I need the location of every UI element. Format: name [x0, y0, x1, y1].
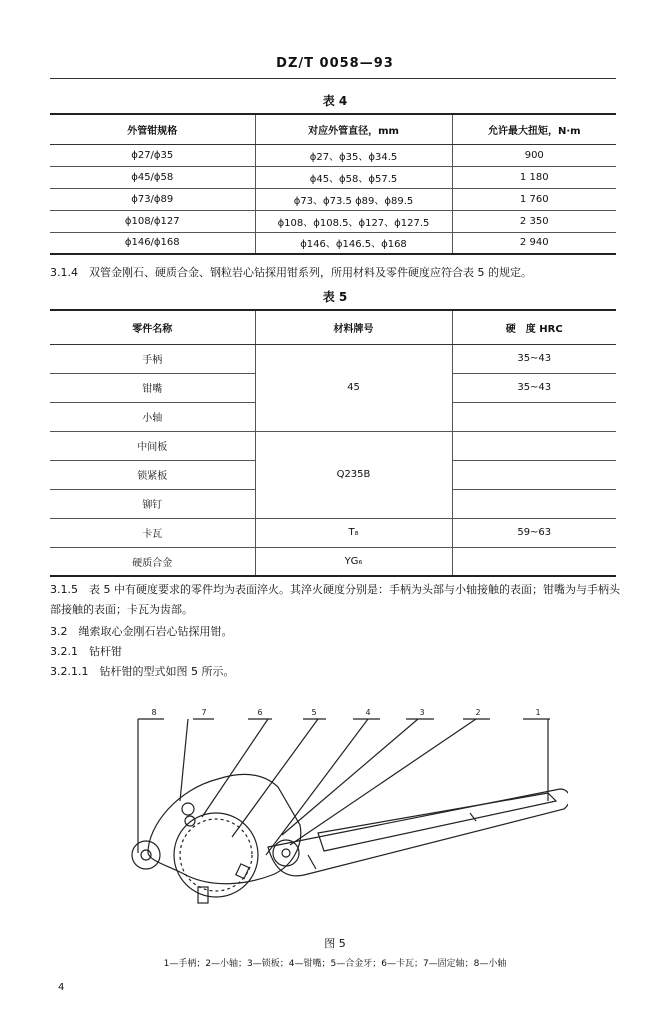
table5-part: 手柄: [50, 344, 255, 373]
table4-cell: 2 940: [452, 232, 616, 254]
table5-header-hardness: 硬 度 HRC: [452, 310, 616, 344]
table-row: [50, 144, 616, 166]
clause-3-2-1: 3.2.1 钻杆钳: [50, 645, 122, 658]
callout-number: 2: [475, 708, 481, 717]
header-rule: [50, 78, 616, 79]
table5-part: 硬质合金: [50, 547, 255, 576]
table4-cell: 1 760: [452, 188, 616, 210]
table5-material-45: 45: [255, 344, 452, 431]
callout-number: 5: [311, 708, 317, 717]
table5-material-yg: YG₆: [255, 547, 452, 576]
table-row: [50, 518, 616, 547]
table4-cell: 1 180: [452, 166, 616, 188]
table4-cell: ϕ45、ϕ58、ϕ57.5: [255, 166, 452, 188]
table5-header-row: [50, 310, 616, 344]
table5-part: 卡瓦: [50, 518, 255, 547]
table4-cell: ϕ27/ϕ35: [50, 144, 255, 166]
table5-part: 钳嘴: [50, 373, 255, 402]
table4-cell: ϕ108/ϕ127: [50, 210, 255, 232]
callout-number: 8: [151, 708, 157, 717]
callout-number: 7: [201, 708, 207, 717]
table5-hardness: [452, 460, 616, 489]
table5-part: 中间板: [50, 431, 255, 460]
table4-cell: ϕ146/ϕ168: [50, 232, 255, 254]
table4-cell: ϕ108、ϕ108.5、ϕ127、ϕ127.5: [255, 210, 452, 232]
standard-number-header: DZ/T 0058—93: [276, 56, 394, 71]
table5-hardness: [452, 547, 616, 576]
table5-hardness: 35~43: [452, 373, 616, 402]
table4-cell: ϕ73、ϕ73.5 ϕ89、ϕ89.5: [255, 188, 452, 210]
table5-part: 铆钉: [50, 489, 255, 518]
callout-number: 4: [365, 708, 371, 717]
table-row: [50, 431, 616, 460]
table5-part: 锁紧板: [50, 460, 255, 489]
page-number: 4: [58, 982, 65, 993]
callout-number: 3: [419, 708, 425, 717]
table-row: [50, 210, 616, 232]
table4-cell: ϕ27、ϕ35、ϕ34.5: [255, 144, 452, 166]
figure-caption: 图 5: [324, 937, 346, 950]
figure-legend: 1—手柄；2—小轴；3—锁板；4—钳嘴；5—合金牙；6—卡瓦；7—固定轴；8—小轴: [163, 959, 507, 969]
table5: [50, 309, 616, 577]
table4-cell: ϕ146、ϕ146.5、ϕ168: [255, 232, 452, 254]
table5-part: 小轴: [50, 402, 255, 431]
clause-3-2-1-1: 3.2.1.1 钻杆钳的型式如图 5 所示。: [50, 665, 235, 678]
table-row: [50, 547, 616, 576]
table5-hardness: 59~63: [452, 518, 616, 547]
table4-header-torque: 允许最大扭矩，N·m: [452, 114, 616, 144]
table4-header-diameter: 对应外管直径，mm: [255, 114, 452, 144]
table-row: [50, 232, 616, 254]
table5-header-material: 材料牌号: [255, 310, 452, 344]
clause-3-1-5: 3.1.5 表 5 中有硬度要求的零件均为表面淬火。其淬火硬度分别是：手柄为头部与小轴接触的表面；钳嘴为与手柄头部接触的表面；卡瓦为齿部。: [50, 583, 620, 616]
clause-3-2: 3.2 绳索取心金刚石岩心钻探用钳。: [50, 625, 233, 638]
table4-cell: 2 350: [452, 210, 616, 232]
drill-pipe-tongs-drawing: [118, 705, 568, 920]
table4-title: 表 4: [322, 94, 348, 108]
table5-hardness: [452, 431, 616, 460]
table4-cell: ϕ45/ϕ58: [50, 166, 255, 188]
table5-title: 表 5: [322, 290, 348, 304]
table4: [50, 113, 616, 255]
table-row: [50, 344, 616, 373]
callout-number: 6: [257, 708, 263, 717]
table5-header-part: 零件名称: [50, 310, 255, 344]
table4-header-spec: 外管钳规格: [50, 114, 255, 144]
table5-hardness: 35~43: [452, 344, 616, 373]
table5-hardness: [452, 402, 616, 431]
callout-number: 1: [535, 708, 541, 717]
table5-material-q235b: Q235B: [255, 431, 452, 518]
table-row: [50, 166, 616, 188]
clause-3-1-4: 3.1.4 双管金刚石、硬质合金、钢粒岩心钻探用钳系列，所用材料及零件硬度应符合表 5 的规定。: [50, 266, 532, 279]
table4-header-row: [50, 114, 616, 144]
table5-material-t8: T₈: [255, 518, 452, 547]
table5-hardness: [452, 489, 616, 518]
table4-cell: ϕ73/ϕ89: [50, 188, 255, 210]
table4-cell: 900: [452, 144, 616, 166]
table-row: [50, 188, 616, 210]
